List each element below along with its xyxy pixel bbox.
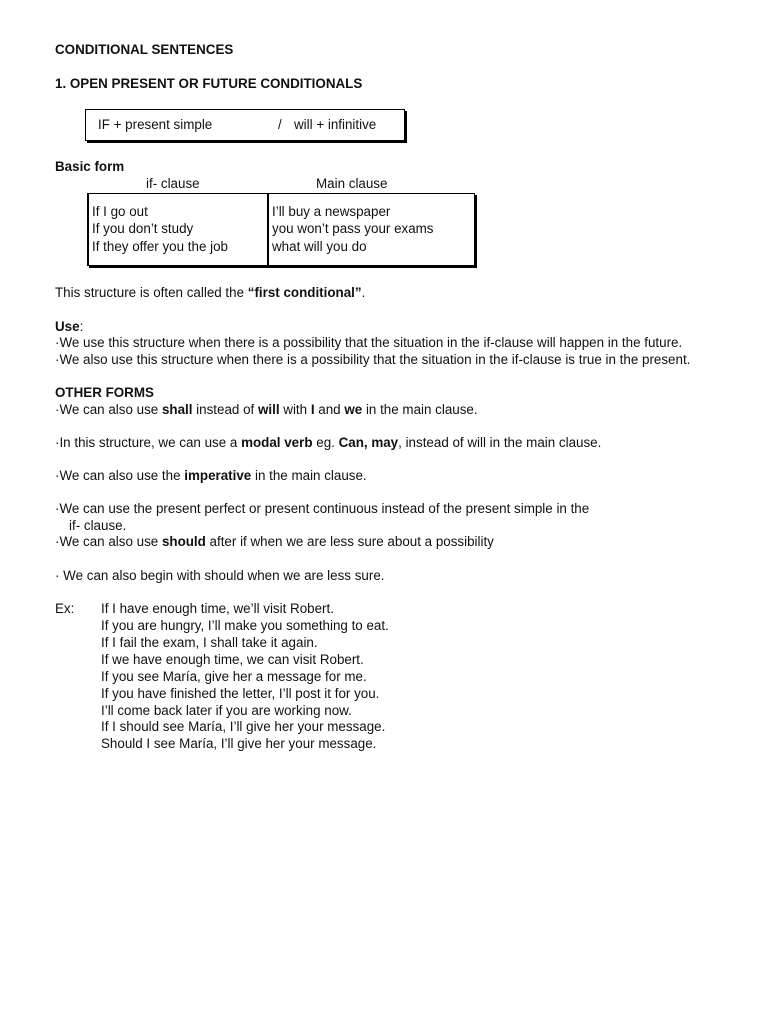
list-item: If I should see María, I’ll give her your message.	[101, 719, 386, 735]
list-item: If we have enough time, we can visit Robert.	[101, 651, 364, 667]
use-heading: Use:	[55, 318, 84, 334]
if-clause-header: if- clause	[146, 175, 200, 191]
list-item: If you are hungry, I’ll make you something to eat.	[101, 618, 389, 634]
list-item: If you have finished the letter, I’ll post it for you.	[101, 685, 380, 701]
examples-label: Ex:	[55, 601, 75, 617]
formula-separator: /	[278, 116, 282, 132]
use-item: ·We also use this structure when there is a possibility that the situation in the if-clause is true in the present.	[55, 351, 691, 367]
main-clause-cell	[268, 193, 475, 265]
main-clause-header: Main clause	[316, 175, 388, 191]
if-clause-line: If I go out	[92, 203, 148, 219]
document-title: CONDITIONAL SENTENCES	[55, 42, 234, 57]
list-item: If I have enough time, we’ll visit Robert.	[101, 601, 334, 617]
structure-note: This structure is often called the “first conditional”.	[55, 285, 366, 300]
if-clause-line: If they offer you the job	[92, 238, 228, 254]
formula-box	[85, 109, 405, 141]
main-clause-line: you won’t pass your exams	[272, 221, 434, 237]
other-form-should: ·We can also use should after if when we are less sure about a possibility	[55, 534, 494, 550]
other-form-perfect-line2: if- clause.	[69, 517, 127, 533]
other-form-modal: ·In this structure, we can use a modal verb eg. Can, may, instead of will in the main clause.	[55, 435, 602, 451]
list-item: If I fail the exam, I shall take it again.	[101, 634, 318, 650]
if-clause-line: If you don’t study	[92, 221, 194, 237]
other-form-perfect-line1: ·We can use the present perfect or present continuous instead of the present simple in the	[55, 501, 590, 517]
section-heading: 1. OPEN PRESENT OR FUTURE CONDITIONALS	[55, 75, 363, 91]
examples-block	[55, 601, 745, 753]
main-clause-line: I’ll buy a newspaper	[272, 203, 391, 219]
main-clause-line: what will you do	[272, 238, 367, 254]
examples-list	[101, 601, 389, 753]
list-item: If you see María, give her a message for me.	[101, 668, 367, 684]
clause-table	[87, 193, 475, 266]
other-form-shall: ·We can also use shall instead of will with I and we in the main clause.	[55, 401, 478, 417]
other-forms-heading: OTHER FORMS	[55, 385, 154, 401]
list-item: I’ll come back later if you are working now.	[101, 702, 352, 718]
first-conditional-term: “first conditional”	[247, 285, 362, 300]
formula-main-part: will + infinitive	[294, 116, 377, 132]
other-form-imperative: ·We can also use the imperative in the main clause.	[55, 468, 367, 484]
basic-form-heading: Basic form	[55, 159, 125, 175]
use-item: ·We use this structure when there is a possibility that the situation in the if-clause will happen in the future.	[55, 335, 683, 351]
table-row	[88, 193, 475, 265]
clause-headers	[55, 176, 745, 192]
formula-if-part: IF + present simple	[98, 116, 213, 132]
document-page	[55, 42, 745, 753]
list-item: Should I see María, I’ll give her your message.	[101, 736, 377, 752]
other-form-begin-should: · We can also begin with should when we are less sure.	[55, 567, 385, 583]
if-clause-cell	[88, 193, 268, 265]
